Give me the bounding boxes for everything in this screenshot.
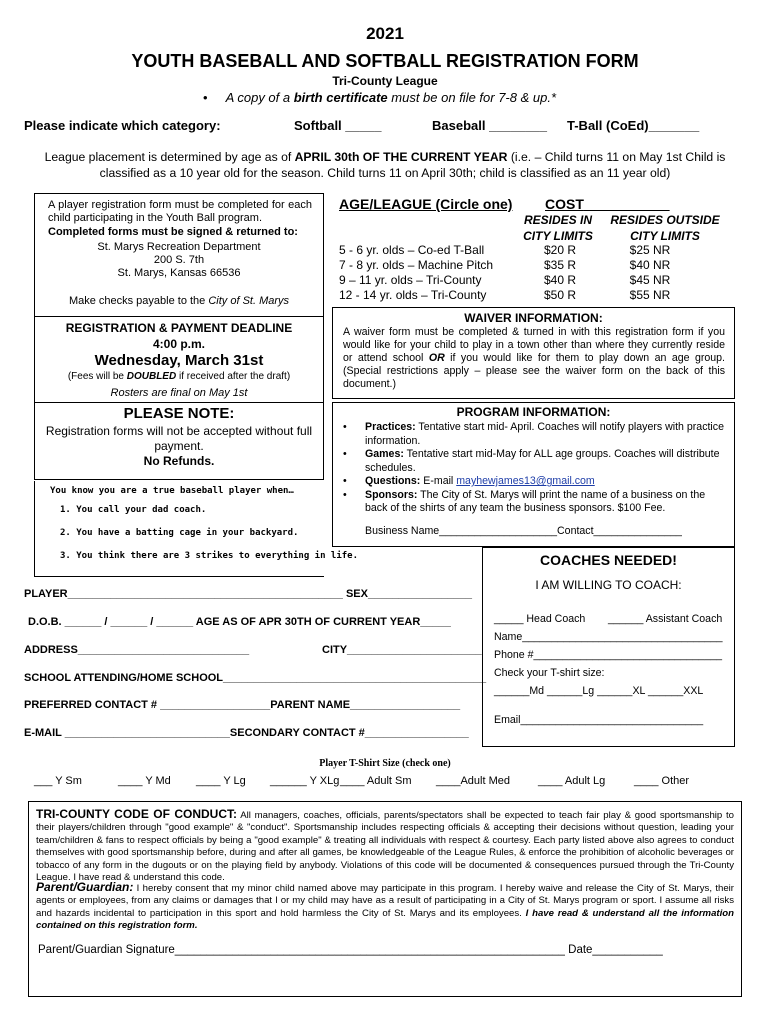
business-field[interactable]: Business Name____________________Contact_______________ xyxy=(365,525,682,537)
cost-in: $20 R xyxy=(543,243,577,257)
cost-out: $25 NR xyxy=(629,243,671,257)
deadline-title: REGISTRATION & PAYMENT DEADLINE xyxy=(65,321,293,335)
tshirt-option[interactable]: ____ Other xyxy=(634,775,690,787)
email-field[interactable]: E-MAIL ___________________________SECONDARY CONTACT #_________________ xyxy=(24,727,469,739)
form-title: YOUTH BASEBALL AND SOFTBALL REGISTRATION FORM xyxy=(131,51,639,71)
true-player-item: 2. You have a batting cage in your backyard. xyxy=(60,528,299,538)
softball-option[interactable]: Softball _____ xyxy=(294,118,382,133)
program-title: PROGRAM INFORMATION: xyxy=(456,405,611,419)
email-link[interactable]: mayhewjames13@gmail.com xyxy=(456,475,595,487)
deadline-day: Wednesday, March 31st xyxy=(94,352,264,369)
address-block: St. Marys Recreation Department 200 S. 7th St. Marys, Kansas 66536 xyxy=(97,241,261,279)
parent-consent-text: Parent/Guardian: I hereby consent that my minor child named above may participate in this program. I hereby waive and release the City of St. Marys, their agents or employees, from any claims or damages that I or my child may have as a result of participating in a City of St. Marys program or sport. I assume all risks and hazards incidental to participation in this sport and hold harmless the City of St. Marys and its employees. I have read & understand all the information contained on this registration form. xyxy=(36,880,734,932)
program-list xyxy=(343,421,727,516)
questions-item: • Questions: E-mail mayhewjames13@gmail.com xyxy=(343,475,727,489)
true-player-title: You know you are a true baseball player when… xyxy=(50,486,294,496)
tshirt-option[interactable]: ____ Y Md xyxy=(118,775,171,787)
no-refunds: No Refunds. xyxy=(143,454,215,468)
tshirt-title: Player T-Shirt Size (check one) xyxy=(319,758,451,769)
coach-phone-field[interactable]: Phone #________________________________ xyxy=(494,649,723,661)
age-option[interactable]: 5 - 6 yr. olds – Co-ed T-Ball xyxy=(339,243,485,257)
practices-item: • Practices: Tentative start mid- April. Coaches will notify players with practice information. xyxy=(343,421,727,448)
age-option[interactable]: 7 - 8 yr. olds – Machine Pitch xyxy=(339,258,494,272)
tshirt-option[interactable]: ___ Y Sm xyxy=(34,775,82,787)
assistant-coach-option[interactable]: ______ Assistant Coach xyxy=(608,613,723,625)
form-year: 2021 xyxy=(366,24,404,43)
head-coach-option[interactable]: _____ Head Coach xyxy=(494,613,586,625)
league-name: Tri-County League xyxy=(332,74,438,88)
coach-email-field[interactable]: Email_______________________________ xyxy=(494,714,704,726)
waiver-text: A waiver form must be completed & turned in with this registration form if you would like for your child to play in a town other than where they currently reside or attend school OR if you would like for them to play down an age group. (Special restrictions apply – please see the waiver form on the back of this document.) xyxy=(343,326,725,390)
tball-option[interactable]: T-Ball (CoEd)_______ xyxy=(567,118,700,133)
placement-note: League placement is determined by age as of APRIL 30th OF THE CURRENT YEAR (i.e. – Child turns 11 on May 1st Child is classified as a 10 year old for the season. Child turns 11 on April 30th; child is classified as an 11 year old) xyxy=(44,150,726,180)
waiver-title: WAIVER INFORMATION: xyxy=(464,311,603,325)
cost-out: $45 NR xyxy=(629,273,671,287)
school-field[interactable]: SCHOOL ATTENDING/HOME SCHOOL___________________________________________ xyxy=(24,672,487,684)
coach-tshirt-sizes[interactable]: ______Md ______Lg ______XL ______XXL xyxy=(494,685,704,697)
cost-title: COST___________ xyxy=(545,196,670,212)
divider xyxy=(34,316,324,317)
dob-field[interactable]: D.O.B. ______ / ______ / ______ AGE AS OF APR 30TH OF CURRENT YEAR_____ xyxy=(28,616,451,628)
cost-out-list xyxy=(605,243,695,303)
address-field[interactable]: ADDRESS____________________________ xyxy=(24,644,250,656)
age-option[interactable]: 12 - 14 yr. olds – Tri-County xyxy=(339,288,487,302)
cost-in-list xyxy=(518,243,602,303)
coaches-title: COACHES NEEDED! xyxy=(540,552,677,568)
coach-tshirt-label: Check your T-shirt size: xyxy=(494,667,605,679)
deadline-time: 4:00 p.m. xyxy=(152,337,206,351)
fees-note: (Fees will be DOUBLED if received after the draft) xyxy=(67,371,291,382)
conduct-title: TRI-COUNTY CODE OF CONDUCT: xyxy=(36,807,237,821)
please-note-text: Registration forms will not be accepted without full payment. xyxy=(45,424,313,453)
tshirt-option[interactable]: ____ Y Lg xyxy=(196,775,246,787)
age-option[interactable]: 9 – 11 yr. olds – Tri-County xyxy=(339,273,482,287)
cost-in: $40 R xyxy=(543,273,577,287)
please-note-title: PLEASE NOTE: xyxy=(123,405,235,422)
divider xyxy=(34,402,324,403)
completed-text: Completed forms must be signed & returned to: xyxy=(48,226,298,238)
bullet-icon: • xyxy=(203,90,208,105)
signature-field[interactable]: Parent/Guardian Signature_____________________________________________________________ Date___________ xyxy=(38,944,663,956)
sponsors-item: • Sponsors: The City of St. Marys will print the name of a business on the back of the shirts of any team the business sponsors. $100 Fee. xyxy=(343,489,727,516)
age-league-title: AGE/LEAGUE (Circle one) xyxy=(339,196,513,212)
player-field[interactable]: PLAYER_____________________________________________ SEX_________________ xyxy=(24,588,472,600)
cost-out: $55 NR xyxy=(629,288,671,302)
cost-out: $40 NR xyxy=(629,258,671,272)
resides-out-header: RESIDES OUTSIDE CITY LIMITS xyxy=(610,213,720,243)
games-item: • Games: Tentative start mid-May for ALL age groups. Coaches will distribute schedules. xyxy=(343,448,727,475)
city-field[interactable]: CITY______________________ xyxy=(322,644,482,656)
category-label: Please indicate which category: xyxy=(24,118,221,133)
checks-payable: Make checks payable to the City of St. Marys xyxy=(68,295,290,307)
tshirt-option[interactable]: ____ Adult Sm xyxy=(340,775,412,787)
baseball-option[interactable]: Baseball ________ xyxy=(432,118,547,133)
resides-in-header: RESIDES IN CITY LIMITS xyxy=(523,213,593,243)
birth-cert-note: • A copy of a birth certificate must be on file for 7-8 & up.* xyxy=(203,90,557,105)
parent-title: Parent/Guardian: xyxy=(36,880,134,894)
tshirt-option[interactable]: ______ Y XLg xyxy=(270,775,340,787)
cost-in: $35 R xyxy=(543,258,577,272)
age-list xyxy=(339,243,493,303)
conduct-text: TRI-COUNTY CODE OF CONDUCT: All managers, coaches, officials, parents/spectators shall be expected to teach fair play & good sportsmanship to their players/children through "good example" & "conduct". Sportsmanship includes respecting officials & accepting their decisions without question, leading your team/children & fans to respect officials by being a "good example" & treating all individuals with respect & courtesy. Each party listed above also agrees to conduct themselves with good sportsmanship before, during and after all games, be knowledgeable of the League Rules, & enforce the prohibition of alcoholic beverages or tobacco of any form in the dugouts or on the playing field by anybody. Violations of this code will be documented & consequences pursued through the Tri-County League. I have read & understand this code. xyxy=(36,807,734,884)
cost-in: $50 R xyxy=(543,288,577,302)
tshirt-option[interactable]: ____ Adult Lg xyxy=(538,775,606,787)
true-player-item: 1. You call your dad coach. xyxy=(60,505,207,515)
coach-name-field[interactable]: Name__________________________________ xyxy=(494,631,723,643)
true-player-item: 3. You think there are 3 strikes to everything in life. xyxy=(60,551,359,561)
intro-text: A player registration form must be completed for each child participating in the Youth Ball program. xyxy=(48,199,312,224)
coaches-willing: I AM WILLING TO COACH: xyxy=(535,578,682,592)
tshirt-option[interactable]: ____Adult Med xyxy=(436,775,510,787)
rosters-note: Rosters are final on May 1st xyxy=(110,387,248,399)
preferred-contact-field[interactable]: PREFERRED CONTACT # __________________PARENT NAME__________________ xyxy=(24,699,461,711)
